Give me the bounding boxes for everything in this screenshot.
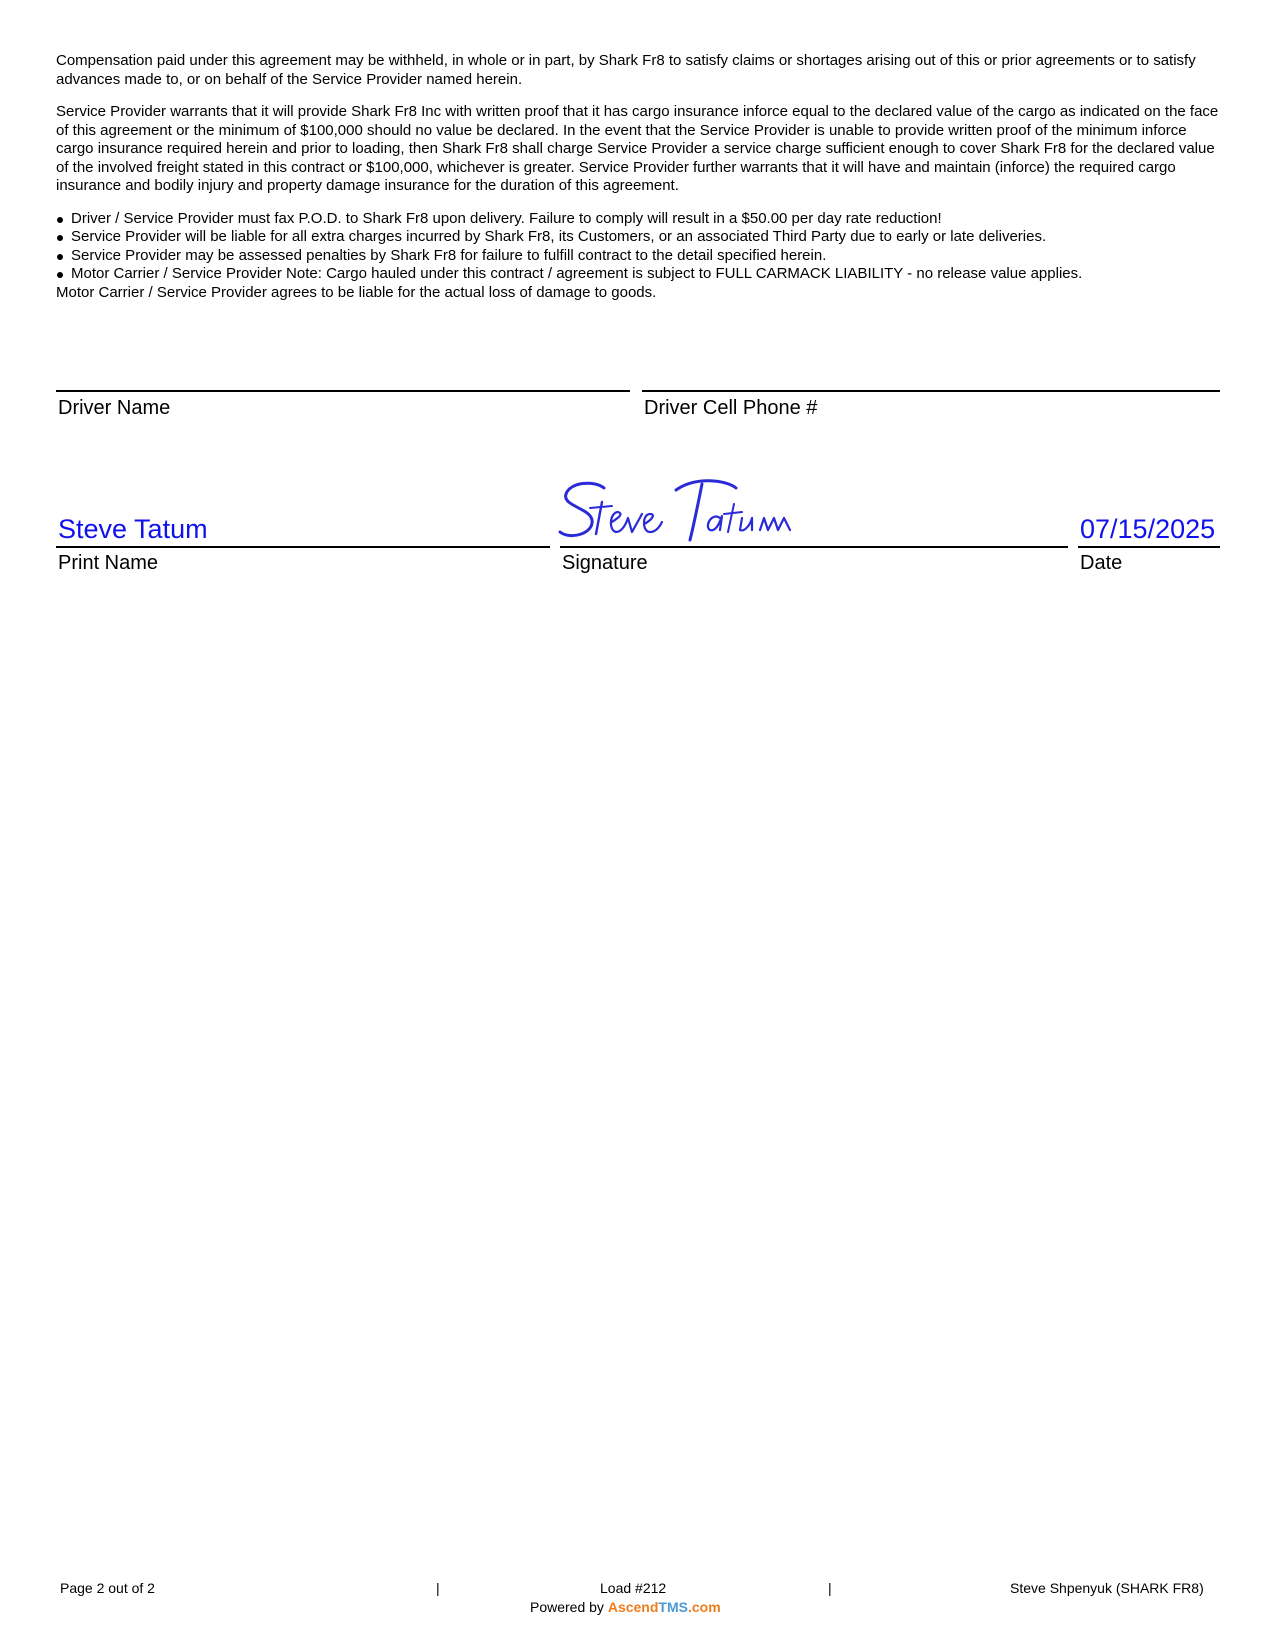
footer-separator: |	[828, 1580, 832, 1596]
bullet-icon	[57, 217, 63, 223]
bullet-text: Service Provider may be assessed penalties by Shark Fr8 for failure to fulfill contract to the detail specified herein.	[71, 246, 827, 264]
liability-note: Motor Carrier / Service Provider agrees to be liable for the actual loss of damage to goods.	[56, 283, 657, 301]
powered-by-label: Powered by	[530, 1599, 604, 1615]
page-number: Page 2 out of 2	[60, 1580, 155, 1596]
bullet-icon	[57, 254, 63, 260]
print-name-value[interactable]: Steve Tatum	[58, 514, 208, 544]
bullet-icon	[57, 235, 63, 241]
logo-part-tms: TMS	[658, 1599, 688, 1615]
bullet-item	[56, 228, 1226, 247]
logo-part-com: .com	[687, 1599, 721, 1615]
date-line	[1078, 546, 1220, 548]
driver-phone-label: Driver Cell Phone #	[644, 397, 818, 419]
bullet-item	[56, 210, 1226, 229]
bullet-icon	[57, 272, 63, 278]
compensation-paragraph: Compensation paid under this agreement may be withheld, in whole or in part, by Shark Fr8 to satisfy claims or shortages arising out of this or prior agreements or to satisfy advances made to, or on behalf of the Service Provider named herein.	[56, 52, 1196, 88]
agreement-terms	[56, 52, 1226, 302]
bullet-item	[56, 247, 1226, 266]
handwritten-signature[interactable]	[556, 474, 826, 550]
date-value[interactable]: 07/15/2025	[1080, 514, 1216, 544]
logo-part-ascend: Ascend	[607, 1599, 659, 1615]
insurance-paragraph: Service Provider warrants that it will provide Shark Fr8 Inc with written proof that it has cargo insurance inforce equal to the declared value of the cargo as indicated on the face of this agreement or the minimum of $100,000 should no value be declared. In the event that the Service Provider is unable to provide written proof of the minimum inforce cargo insurance required herein and prior to loading, then Shark Fr8 shall charge Service Provider a service charge sufficient enough to cover Shark Fr8 for the declared value of the involved freight stated in this contract or $100,000, whichever is greater. Service Provider further warrants that it will have and maintain (inforce) the required cargo insurance and bodily injury and property damage insurance for the duration of this agreement.	[56, 103, 1219, 194]
bullet-text: Driver / Service Provider must fax P.O.D. to Shark Fr8 upon delivery. Failure to comply will result in a $50.00 per day rate reduction!	[71, 209, 942, 227]
date-label: Date	[1080, 552, 1123, 574]
driver-name-label: Driver Name	[58, 397, 171, 419]
load-number: Load #212	[600, 1580, 667, 1596]
driver-phone-line[interactable]	[642, 390, 1220, 392]
footer-user: Steve Shpenyuk (SHARK FR8)	[1010, 1580, 1204, 1596]
bullet-item	[56, 265, 1226, 284]
signature-line	[560, 546, 1068, 548]
bullet-text: Service Provider will be liable for all extra charges incurred by Shark Fr8, its Customers, or an associated Third Party due to early or late deliveries.	[71, 228, 1047, 245]
print-name-line	[56, 546, 550, 548]
driver-name-line[interactable]	[56, 390, 630, 392]
terms-bullet-list	[56, 210, 1226, 284]
bullet-text: Motor Carrier / Service Provider Note: Cargo hauled under this contract / agreement is subject to FULL CARMACK LIABILITY - no release value applies.	[71, 265, 1083, 282]
print-name-label: Print Name	[58, 552, 159, 574]
ascendtms-logo[interactable]	[608, 1599, 721, 1615]
powered-by	[530, 1599, 721, 1615]
footer-separator: |	[436, 1580, 440, 1596]
signature-label: Signature	[562, 552, 648, 574]
